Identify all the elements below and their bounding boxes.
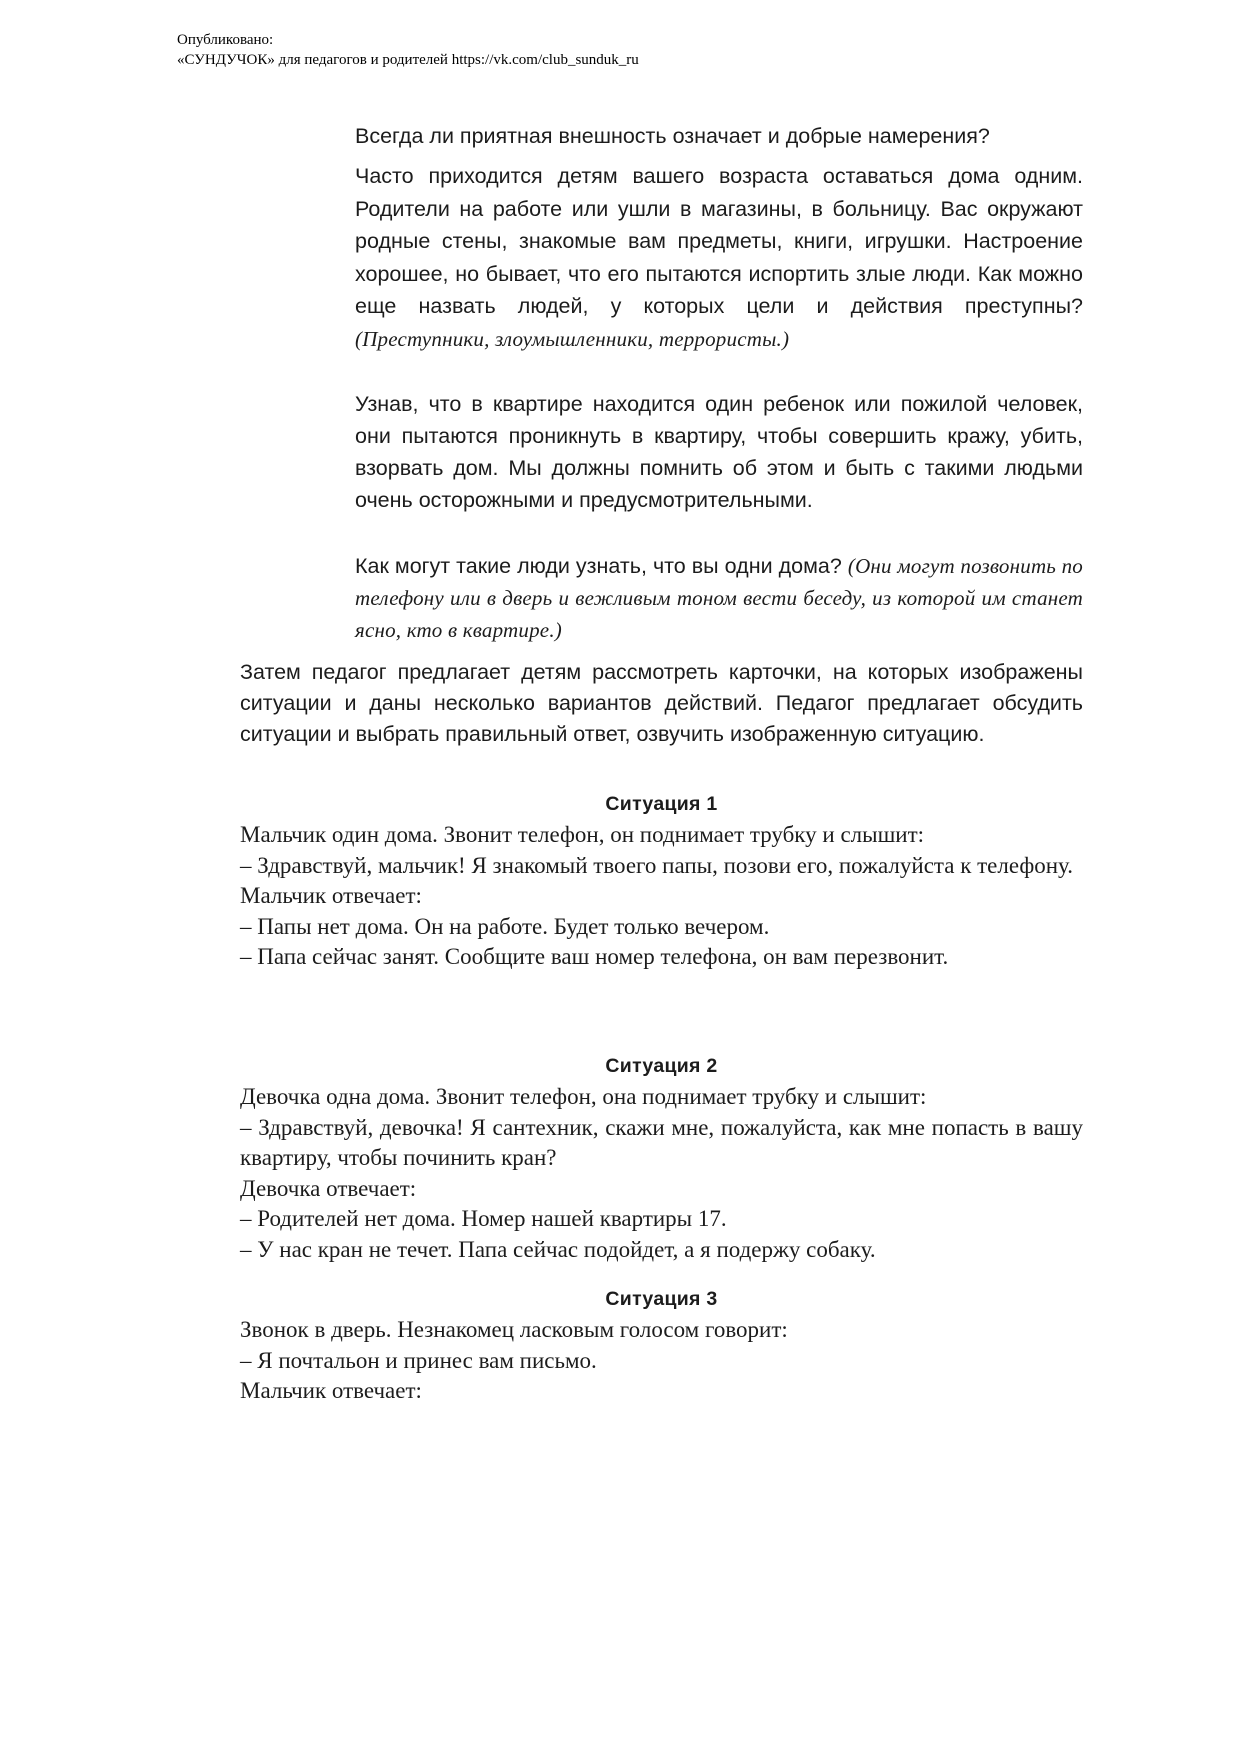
situation-1-dialog bbox=[240, 820, 1083, 973]
paragraph-1-text: Часто приходится детям вашего возраста оставаться дома одним. Родители на работе или ушли в магазины, в больницу. Вас окружают родные стены, знакомые вам предметы, книги, игрушки. Настроение хорошее, но бывает, что его пытаются испортить злые люди. Как можно еще назвать людей, у которых цели и действия преступны? bbox=[355, 164, 1083, 318]
situation-1-line: Мальчик один дома. Звонит телефон, он поднимает трубку и слышит: bbox=[240, 822, 925, 847]
situation-1-line: Мальчик отвечает: bbox=[240, 883, 422, 908]
paragraph-4 bbox=[240, 657, 1083, 750]
publication-header bbox=[177, 30, 639, 70]
situation-2-heading: Ситуация 2 bbox=[605, 1055, 718, 1077]
situation-1-line: – Здравствуй, мальчик! Я знакомый твоего папы, позови его, пожалуйста к телефону. bbox=[240, 852, 1073, 878]
situation-1-line: – Папа сейчас занят. Сообщите ваш номер телефона, он вам перезвонит. bbox=[240, 944, 949, 969]
paragraph-3-text: Как могут такие люди узнать, что вы одни дома? bbox=[355, 554, 848, 578]
situation-3-line: Мальчик отвечает: bbox=[240, 1378, 422, 1403]
header-source-line: «СУНДУЧОК» для педагогов и родителей https://vk.com/club_sunduk_ru bbox=[177, 52, 639, 68]
paragraph-3 bbox=[355, 550, 1083, 646]
situation-2-line: – Здравствуй, девочка! Я сантехник, скажи мне, пожалуйста, как мне попасть в вашу квартиру, чтобы починить кран? bbox=[240, 1114, 1083, 1170]
question-text: Всегда ли приятная внешность означает и добрые намерения? bbox=[355, 124, 990, 148]
paragraph-2 bbox=[355, 388, 1083, 516]
paragraph-3-answer: (Они могут позвонить по телефону или в дверь и вежливым тоном вести беседу, из которой им станет ясно, кто в квартире.) bbox=[355, 554, 1083, 642]
situation-3-dialog bbox=[240, 1315, 1083, 1407]
situation-1-line: – Папы нет дома. Он на работе. Будет только вечером. bbox=[240, 913, 770, 939]
paragraph-2-text: Узнав, что в квартире находится один ребенок или пожилой человек, они пытаются проникнуть в квартиру, чтобы совершить кражу, убить, взорвать дом. Мы должны помнить об этом и быть с такими людьми очень осторожными и предусмотрительными. bbox=[355, 392, 1083, 512]
situation-3-line: Звонок в дверь. Незнакомец ласковым голосом говорит: bbox=[240, 1317, 788, 1342]
situation-1-heading: Ситуация 1 bbox=[605, 793, 718, 815]
situation-3-line: – Я почтальон и принес вам письмо. bbox=[240, 1347, 597, 1373]
paragraph-4-text: Затем педагог предлагает детям рассмотреть карточки, на которых изображены ситуации и даны несколько вариантов действий. Педагог предлагает обсудить ситуации и выбрать правильный ответ, озвучить изображенную ситуацию. bbox=[240, 660, 1083, 746]
situation-2-dialog bbox=[240, 1082, 1083, 1265]
header-published-label: Опубликовано: bbox=[177, 32, 274, 48]
situation-2-line: – У нас кран не течет. Папа сейчас подойдет, а я подержу собаку. bbox=[240, 1236, 876, 1262]
paragraph-1-answer: (Преступники, злоумышленники, террористы.) bbox=[355, 326, 790, 351]
situation-3-heading: Ситуация 3 bbox=[605, 1288, 718, 1310]
situation-2-line: Девочка одна дома. Звонит телефон, она поднимает трубку и слышит: bbox=[240, 1084, 927, 1109]
paragraph-1 bbox=[355, 160, 1083, 355]
question-paragraph bbox=[355, 120, 1083, 153]
situation-2-line: – Родителей нет дома. Номер нашей квартиры 17. bbox=[240, 1206, 727, 1231]
situation-2-line: Девочка отвечает: bbox=[240, 1175, 417, 1201]
